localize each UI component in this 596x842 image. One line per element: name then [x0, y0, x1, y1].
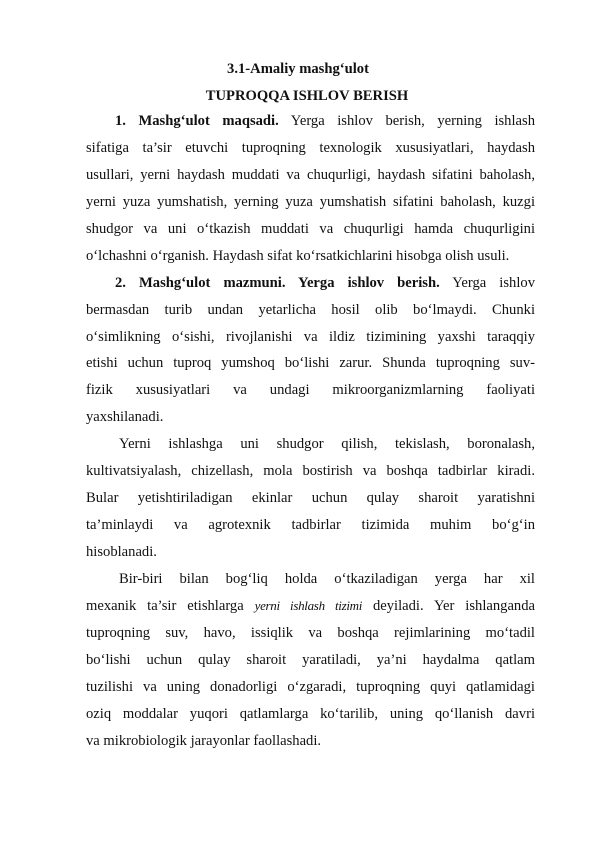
section1-line-5: shudgor va uni o‘tkazish muddati va chuqurligi hamda chuqurligini — [86, 220, 535, 237]
paragraph4-line-2-end: deyiladi. Yer ishlanganda — [362, 597, 535, 614]
section2-line-5: fizik xususiyatlari va undagi mikroorganizmlarning faoliyati — [86, 382, 535, 399]
paragraph4-line-6: oziq moddalar yuqori qatlamlarga ko‘tarilib, uning qo‘llanish davri — [86, 705, 535, 722]
section1-text: Yerga ishlov berish, yerning ishlash — [278, 113, 535, 129]
paragraph4-line-1: Bir-biri bilan bog‘liq holda o‘tkaziladigan yerga har xil — [119, 570, 535, 587]
paragraph4-line-2-start: mexanik ta’sir etishlarga — [86, 597, 255, 614]
italic-term: yerni ishlash tizimi — [254, 597, 363, 613]
paragraph3-line-2: kultivatsiyalash, chizellash, mola bostirish va boshqa tadbirlar kiradi. — [86, 463, 535, 480]
paragraph3-line-5: hisoblanadi. — [86, 544, 157, 560]
paragraph3-line-4: ta’minlaydi va agrotexnik tadbirlar tizimida muhim bo‘g‘in — [86, 517, 535, 534]
page-title: 3.1-Amaliy mashg‘ulot — [227, 61, 369, 77]
section2-text: Yerga ishlov — [439, 274, 535, 291]
section1-line-2: sifatiga ta’sir etuvchi tuproqning texnologik xususiyatlari, haydash — [86, 139, 535, 156]
section2-line-4: etishi uchun tuproq yumshoq bo‘lishi zarur. Shunda tuproqning suv- — [86, 355, 535, 372]
section2-line-1 — [86, 270, 535, 297]
paragraph4-line-2 — [86, 593, 535, 620]
paragraph4-line-5: tuzilishi va uning donadorligi o‘zgaradi, tuproqning quyi qatlamidagi — [86, 678, 535, 695]
section2-line-2: bermasdan turib undan yetarlicha hosil olib bo‘lmaydi. Chunki — [86, 301, 535, 318]
paragraph4-line-7: va mikrobiologik jarayonlar faollashadi. — [86, 732, 322, 749]
section1-line-1 — [86, 108, 535, 135]
page-subtitle: TUPROQQA ISHLOV BERISH — [205, 88, 409, 104]
section2-line-3: o‘simlikning o‘sishi, rivojlanishi va ildiz tizimining yaxshi taraqqiy — [86, 328, 535, 345]
section2-heading: 2. Mashg‘ulot mazmuni. Yerga ishlov berish. — [115, 274, 440, 291]
paragraph3-line-3: Bular yetishtiriladigan ekinlar uchun qulay sharoit yaratishni — [86, 490, 535, 507]
section1-line-6: o‘lchashni o‘rganish. Haydash sifat ko‘rsatkichlarini hisobga olish usuli. — [86, 247, 510, 264]
section1-heading: 1. Mashg‘ulot maqsadi. — [115, 113, 279, 129]
section2-line-6: yaxshilanadi. — [86, 409, 164, 426]
document-body — [86, 108, 535, 755]
paragraph4-line-3: tuproqning suv, havo, issiqlik va boshqa rejimlarining mo‘tadil — [86, 624, 535, 641]
section1-line-4: yerni yuza yumshatish, yerning yuza yumshatish sifatini baholash, kuzgi — [86, 193, 535, 210]
section1-line-3: usullari, yerni haydash muddati va chuqurligi, haydash sifatini baholash, — [86, 166, 535, 183]
paragraph3-line-1: Yerni ishlashga uni shudgor qilish, tekislash, boronalash, — [119, 436, 535, 453]
paragraph4-line-4: bo‘lishi uchun qulay sharoit yaratiladi, ya’ni haydalma qatlam — [86, 651, 535, 668]
